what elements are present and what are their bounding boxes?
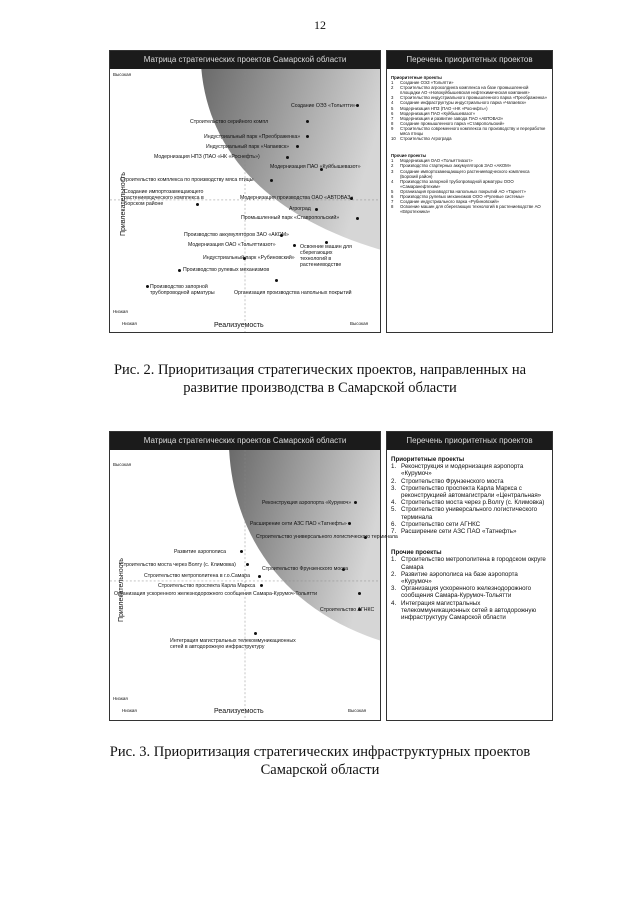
axis-x-high: Высокая [350, 321, 369, 326]
point-label: Модернизация НПЗ (ПАО «НК «Роснефть») [154, 154, 260, 160]
point-label: Строительство моста через Волгу (с. Климовка) [120, 562, 236, 568]
point-marker [306, 120, 309, 123]
list-item: 4. Интеграция магистральных телекоммуникационных сетей в автодорожную инфраструктуру Самарской области [391, 599, 537, 622]
point-marker [258, 575, 261, 578]
point-label: Строительство Фрунзенского моста [262, 566, 349, 572]
axis-x-label: Реализуемость [214, 322, 264, 329]
point-marker [356, 217, 359, 220]
list-item: 5 Организация производства напольных покрытий АО «Таркетт» [391, 188, 526, 194]
point-label: Модернизация производства ОАО «АВТОВАЗ» [240, 195, 354, 201]
list-item: 4. Строительство моста через р.Волгу (с. Климовка) [391, 499, 545, 507]
figure-caption [0, 361, 640, 397]
point-label: Создание импортозамещающего растениеводческого комплекса в Борском районе [124, 189, 204, 207]
list-item: 5 Модернизация НПЗ (ПАО «НК «Роснефть») [391, 105, 488, 111]
point-marker [296, 145, 299, 148]
caption-line: развитие производства в Самарской области [183, 380, 457, 396]
list-item: 10 Строительство Агрограда [391, 136, 452, 142]
point-marker [354, 501, 357, 504]
list-item: 7. Расширение сети АЗС ПАО «Татнефть» [391, 528, 517, 536]
axis-y-label: Привлекательность [120, 172, 127, 236]
list-item: 1. Строительство метрополитена в городском округе Самара [391, 556, 546, 571]
caption-line: Рис. 3. Приоритизация стратегических инфраструктурных проектов [109, 744, 531, 760]
point-marker [270, 179, 273, 182]
point-label: Организация производства напольных покрытий [234, 290, 352, 296]
point-marker [254, 632, 257, 635]
point-label: Промышленный парк «Ставропольский» [241, 215, 340, 221]
point-marker [246, 563, 249, 566]
project-matrix [109, 50, 381, 333]
point-label: Освоение машин для сберегающих технологий в растениеводстве [300, 244, 352, 268]
point-label: Строительство метрополитена в г.о.Самара [144, 573, 250, 579]
list-item: 7 Создание индустриального парка «Рубиновский» [391, 199, 500, 205]
point-label: Производство запорной трубопроводной арматуры [150, 284, 215, 296]
list-item: 8 Создание промышленного парка «Ставропольский» [391, 120, 505, 126]
point-marker [146, 285, 149, 288]
list-item: 6. Строительство сети АГНКС [391, 520, 481, 528]
list-item: 4 Создание инфраструктуры индустриального парка «Чапаевск» [391, 100, 527, 106]
point-marker [358, 592, 361, 595]
list-item: 4 Производство запорной трубопроводной арматуры ООО «Самаранефтехим» [391, 178, 514, 189]
point-label: Модернизация ОАО «Тольяттиазот» [188, 242, 276, 248]
axis-x-low: Низкая [122, 321, 137, 326]
point-label: Строительство серийного компл [190, 119, 269, 125]
figure-infrastructure-projects [109, 431, 553, 721]
point-marker [356, 104, 359, 107]
point-label: Реконструкция аэропорта «Курумоч» [262, 500, 352, 506]
point-marker [306, 135, 309, 138]
priority-group-title: Приоритетные проекты [391, 75, 442, 80]
list-item: 3. Организация ускоренного железнодорожного сообщения Самара-Курумоч-Тольятти [391, 585, 532, 600]
axis-y-high: Высокая [113, 72, 132, 77]
point-label: Строительство проспекта Карла Маркса [158, 583, 256, 589]
point-label: Индустриальный парк «Рубиновский» [203, 255, 295, 261]
point-label: Агроград [289, 206, 311, 212]
point-marker [293, 244, 296, 247]
list-item: 2. Развитие аэрополиса на базе аэропорта «Курумоч» [391, 570, 518, 586]
point-label: Развитие аэрополиса [174, 549, 227, 555]
list-item: 1 Создание ОЭЗ «Тольятти» [391, 80, 454, 86]
point-label: Интеграция магистральных телекоммуникационных сетей в автодорожную инфраструктуру [170, 638, 296, 650]
list-item: 1. Реконструкция и модернизация аэропорта «Курумоч» [391, 463, 524, 478]
list-item: 8 Освоение машин для сберегающих технологий в растениеводстве АО «Евротехника» [391, 204, 541, 215]
axis-x-label: Реализуемость [214, 708, 264, 715]
point-label: Индустриальный парк «Чапаевск» [206, 144, 289, 150]
point-label: Производство рулевых механизмов [183, 267, 270, 273]
matrix-title: Матрица стратегических проектов Самарской области [110, 432, 380, 450]
priority-list-panel [386, 50, 553, 333]
list-title: Перечень приоритетных проектов [387, 51, 552, 69]
matrix-title: Матрица стратегических проектов Самарской области [110, 51, 380, 69]
caption-line: Рис. 2. Приоритизация стратегических проектов, направленных на [113, 362, 527, 378]
other-group-title: Прочие проекты [391, 153, 427, 159]
axis-x-high: Высокая [348, 708, 367, 713]
figure-production-projects [109, 50, 553, 333]
point-label: Создание ОЭЗ «Тольятти» [291, 103, 356, 109]
list-item: 7 Модернизация и развитие завода ПАО «АВТОВАЗ» [391, 115, 504, 121]
point-label: Строительство АГНКС [320, 607, 375, 613]
point-marker [286, 156, 289, 159]
point-marker [348, 522, 351, 525]
page-number: 12 [314, 18, 326, 32]
list-item: 1 Модернизация ОАО «Тольяттиазот» [391, 158, 473, 164]
point-marker [178, 269, 181, 272]
caption-line: Самарской области [260, 762, 380, 778]
list-item: 3 Создание импортозамещающего растениеводческого комплекса (Борский район) [391, 168, 530, 179]
point-label: Производство аккумуляторов ЗАО «АКОМ» [184, 232, 289, 238]
point-label: Строительство универсального логистического терминала [256, 534, 398, 540]
list-item: 3. Строительство проспекта Карла Маркса с реконструкцией автомагистрали «Центральная» [391, 484, 542, 500]
point-marker [315, 208, 318, 211]
list-item: 6 Производство рулевых механизмов ООО «Рулевые системы» [391, 193, 525, 199]
axis-y-label: Привлекательность [118, 558, 125, 622]
point-label: Организация ускоренного железнодорожного сообщения Самара-Курумоч-Тольятти [114, 591, 318, 597]
figure-caption [0, 743, 640, 779]
list-item: 2. Строительство Фрунзенского моста [391, 477, 504, 485]
axis-y-low: Низкая [113, 696, 128, 701]
axis-y-low: Низкая [113, 309, 128, 314]
list-item: 2 Производство стартерных аккумуляторов ЗАО «АКОМ» [391, 163, 512, 169]
list-item: 5. Строительство универсального логистического терминала [391, 506, 538, 521]
point-label: Строительство комплекса по производству мяса птицы [120, 177, 254, 183]
list-item: 2 Строительство агрохолдинга комплекса на базе промышленной площадки АО «Новокуйбышевская нефтехимическая компания» [391, 85, 530, 96]
list-title: Перечень приоритетных проектов [387, 432, 552, 450]
project-matrix [109, 431, 398, 721]
list-item: 6 Модернизация ПАО «Куйбышевазот» [391, 110, 476, 116]
point-marker [275, 279, 278, 282]
list-item: 3 Строительство индустриального промышленного парка «Преображенка» [391, 95, 547, 101]
list-item: 9 Строительство современного комплекса по производству и переработке мяса птицы [391, 125, 546, 137]
priority-list-panel [386, 431, 553, 721]
point-marker [240, 550, 243, 553]
point-label: Модернизация ПАО «Куйбышевазот» [270, 164, 361, 170]
axis-x-low: Низкая [122, 708, 137, 713]
other-group-title: Прочие проекты [391, 549, 442, 557]
point-marker [260, 584, 263, 587]
axis-y-high: Высокая [113, 462, 132, 467]
point-label: Расширение сети АЗС ПАО «Татнефть» [250, 521, 347, 527]
point-label: Индустриальный парк «Преображенка» [204, 134, 301, 140]
priority-group-title: Приоритетные проекты [391, 456, 465, 463]
